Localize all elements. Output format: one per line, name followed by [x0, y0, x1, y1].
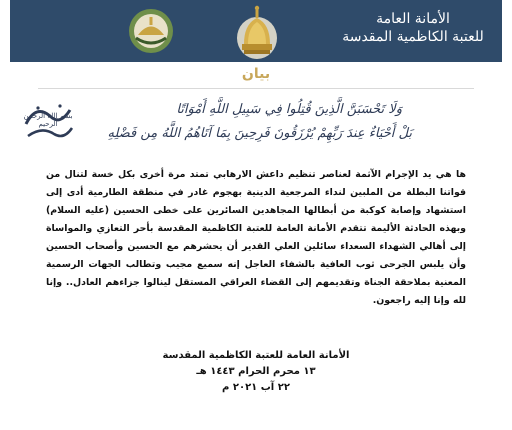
mobilization-seal-icon: [128, 8, 174, 54]
signature-gregorian-date: ٢٢ آب ٢٠٢١ م: [222, 382, 290, 393]
header-banner: [10, 0, 502, 62]
shrine-dome-emblem-icon: [235, 2, 279, 60]
organization-title: [338, 10, 488, 46]
statement-title: بيان: [241, 66, 271, 82]
statement-body: ها هي يد الإجرام الآثمة لعناصر تنظيم داعش الارهابي تمتد مرة أخرى بكل خسة لتنال من قواتنا البطلة من الملبين لنداء المرجعية الدينية بهجوم غادر في منطقة الطارمية أدى إلى استشهاد وإصابة كوكبة من أبطالها المجاهدين السائرين على خطى الحسين (عليه السلام) وبهذه الحادثة الأليمة تتقدم الأمانة العامة للعتبة الكاظمية المقدسة بأحر التعازي والمواساة إلى أهالي الشهداء السعداء سائلين العلي القدير أن يحشرهم مع الحسين وأصحاب الحسين وأن يلبس الجرحى ثوب العافية بالشفاء العاجل إنه سميع مجيب وتطالب الجهات الرسمية المعنية بملاحقة الجناة وتقديمهم إلى القضاء العراقي المستقل لينالوا جزاءهم العادل.. وإنا لله وإنا إليه راجعون.: [46, 169, 466, 306]
signature-hijri-date: ١٣ محرم الحرام ١٤٤٣ هـ: [196, 366, 316, 377]
signature-block: [10, 348, 502, 396]
statement-page: [10, 0, 502, 430]
organization-title-line2: للعتبة الكاظمية المقدسة: [342, 29, 484, 45]
quran-verse-line-2: بَلْ أَحْيَاءٌ عِندَ رَبِّهِمْ يُرْزَقُونَ فَرِحِينَ بِمَا آتَاهُمُ اللَّهُ مِن فَضْلِهِ: [107, 126, 412, 141]
signature-organization: الأمانة العامة للعتبة الكاظمية المقدسة: [162, 350, 350, 361]
bismillah-text: بسم الله الرحمن الرحيم: [23, 112, 73, 128]
divider: [38, 88, 474, 89]
quran-verse-line-1: وَلَا تَحْسَبَنَّ الَّذِينَ قُتِلُوا فِي سَبِيلِ اللَّهِ أَمْوَاتًا: [176, 102, 402, 117]
organization-title-line1: الأمانة العامة: [376, 11, 450, 27]
